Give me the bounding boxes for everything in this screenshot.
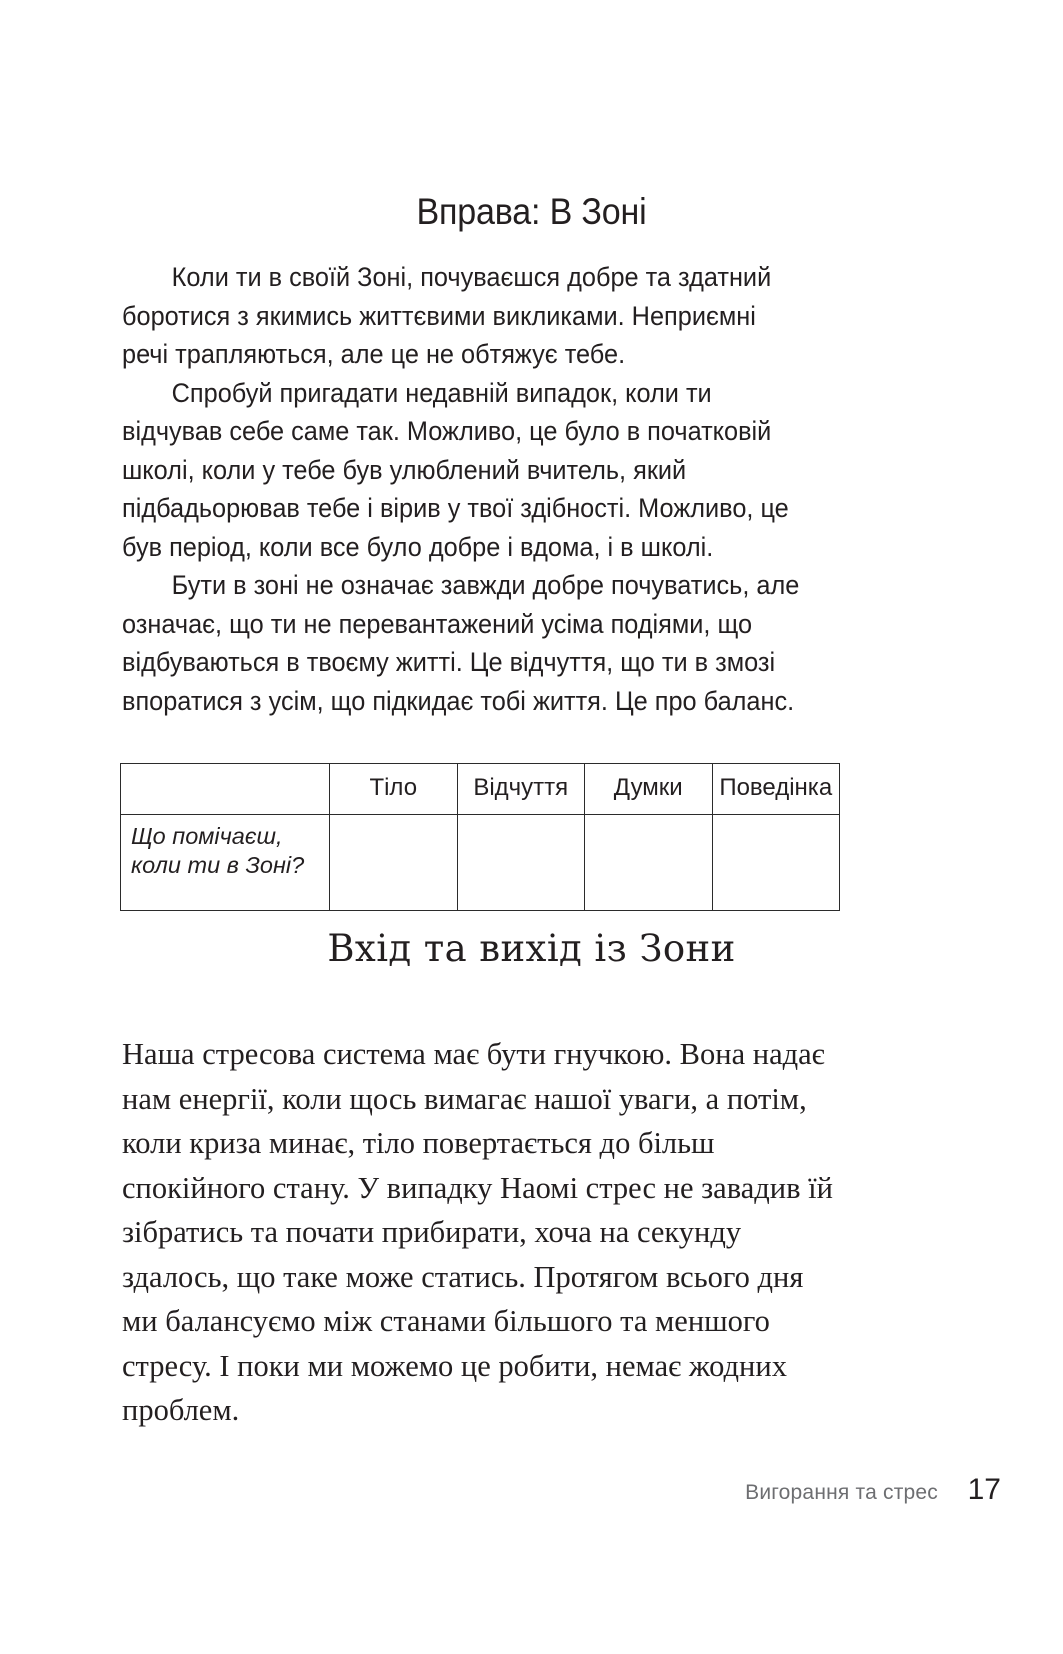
table-cell-body[interactable] xyxy=(330,815,458,911)
table-header-blank xyxy=(121,764,330,815)
exercise-title: Вправа: В Зоні xyxy=(416,190,647,232)
exercise-paragraph-1: Коли ти в своїй Зоні, почуваєшся добре та здатний боротися з якимись життєвими викликами. Неприємні речі трапляються, але це не обтяжує тебе. xyxy=(122,262,772,369)
page-footer xyxy=(0,1473,1063,1513)
exercise-body xyxy=(122,258,840,720)
table-header-row xyxy=(121,764,840,815)
table-header-behaviour: Поведінка xyxy=(712,764,840,815)
table-header-body: Тіло xyxy=(330,764,458,815)
table-row-label: Що помічаєш, коли ти в Зоні? xyxy=(121,815,330,911)
section-heading: Вхід та вихід із Зони xyxy=(327,926,736,970)
table-cell-thoughts[interactable] xyxy=(585,815,713,911)
section-body xyxy=(122,1032,844,1433)
table-cell-feelings[interactable] xyxy=(457,815,585,911)
table-row xyxy=(121,815,840,911)
zone-worksheet-table xyxy=(120,763,840,911)
table-header-thoughts: Думки xyxy=(585,764,713,815)
section-paragraph-1: Наша стресова система має бути гнучкою. Вона надає нам енергії, коли щось вимагає нашої уваги, а потім, коли криза минає, тіло повертається до більш спокійного стану. У випадку Наомі стрес не завадив їй зібратись та почати прибирати, хоча на секунду здалось, що таке може статись. Протягом всього дня ми балансуємо між станами більшого та меншого стресу. І поки ми можемо це робити, немає жодних проблем. xyxy=(122,1037,833,1427)
footer-chapter-label: Вигорання та стрес xyxy=(745,1481,938,1504)
exercise-paragraph-3: Бути в зоні не означає завжди добре почуватись, але означає, що ти не перевантажений усіма подіями, що відбуваються в твоєму житті. Це відчуття, що ти в змозі впоратися з усім, що підкидає тобі життя. Це про баланс. xyxy=(122,570,800,716)
table-header-feelings: Відчуття xyxy=(457,764,585,815)
page-number: 17 xyxy=(967,1473,1001,1506)
table-cell-behaviour[interactable] xyxy=(712,815,840,911)
exercise-paragraph-2: Спробуй пригадати недавній випадок, коли ти відчував себе саме так. Можливо, це було в початковій школі, коли у тебе був улюблений вчитель, який підбадьорював тебе і вірив у твої здібності. Можливо, це був період, коли все було добре і вдома, і в школі. xyxy=(122,377,789,562)
